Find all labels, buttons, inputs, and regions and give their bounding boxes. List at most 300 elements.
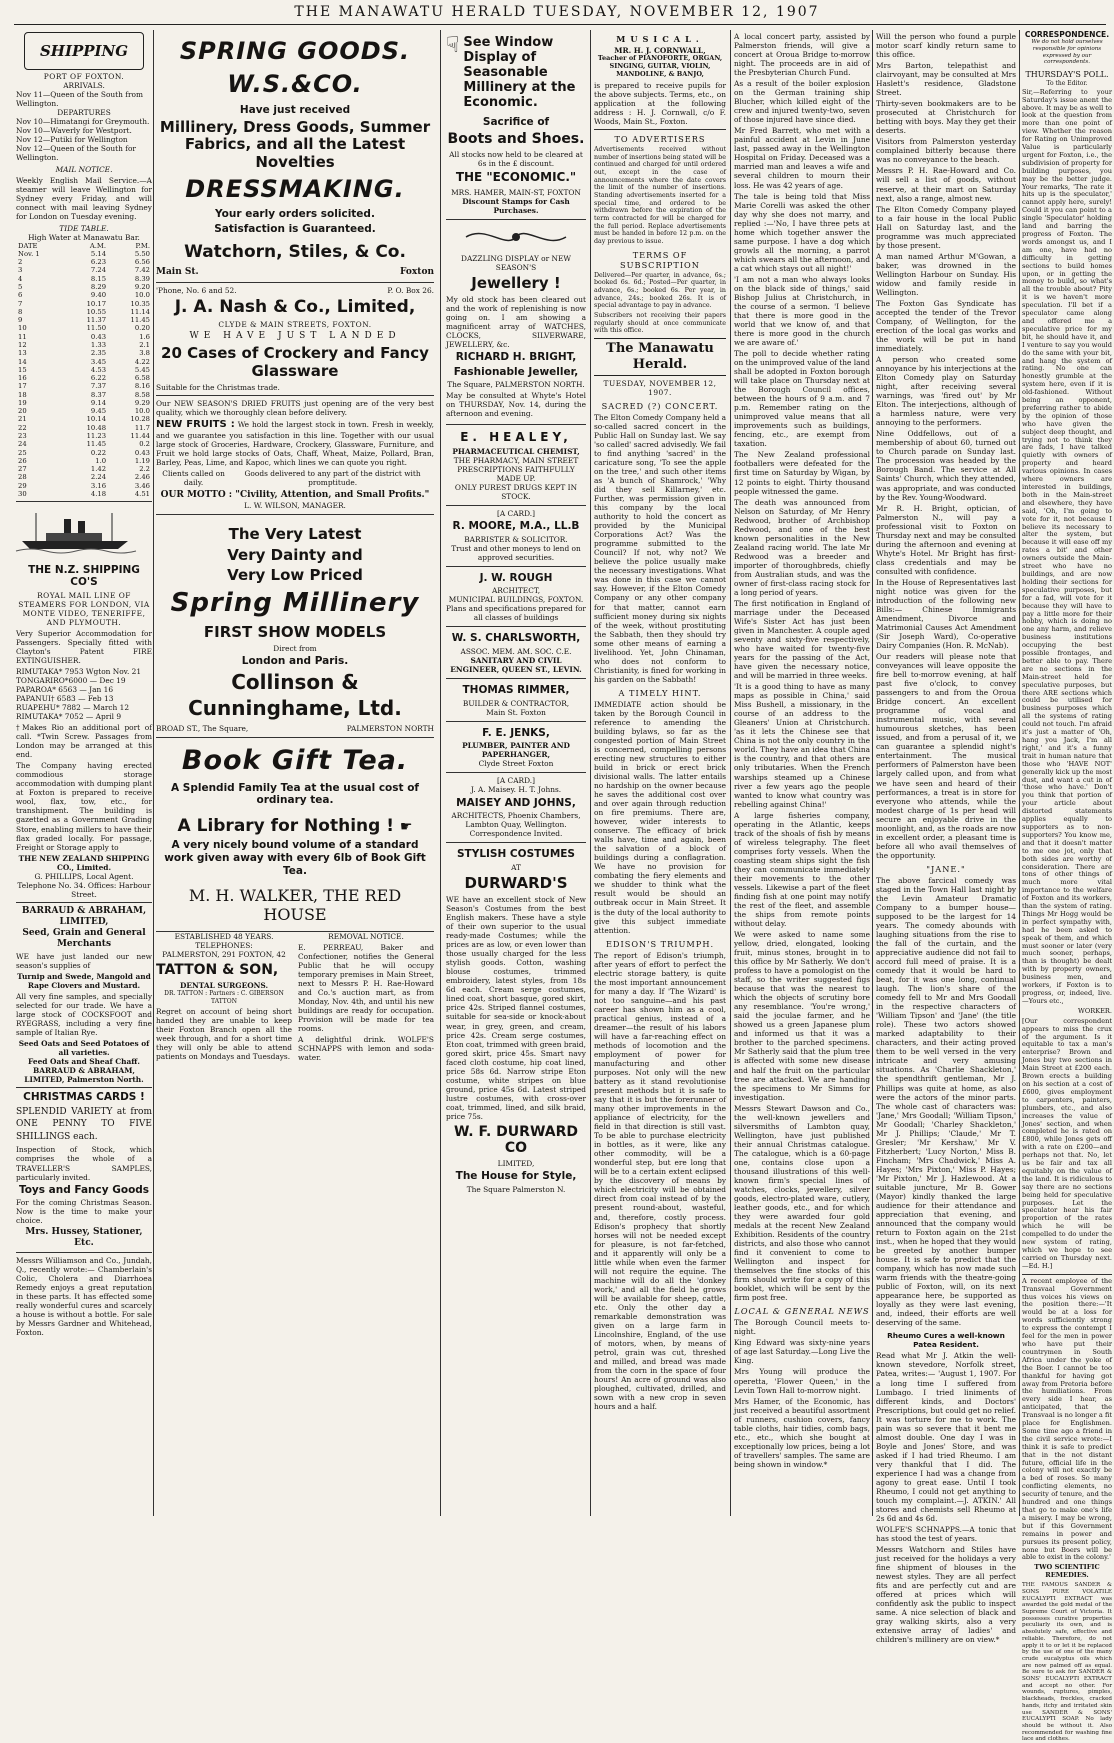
mail-heading: MAIL NOTICE.	[55, 165, 113, 175]
jane-text: The above farcical comedy was staged in the Town Hall last night by the Levin Amateur Dramatic Company to a bumper house—supposed to be the largest for 14 years. The comedy abounds with laughing situations from the rise to the fall of the curtain, and the appreciative audience did not fail to accord full meed of praise. It is a comedy that it would be hard to beat, for it was one long, continual laugh. The lion's share of the comedy fell to Mr and Mrs Goodall in the respective characters of 'William Tipson' and 'Jane' (the title role). These two actors showed marked adaptability to their characters, and their acting proved them to be well versed in the very intricate and very amusing situations. As 'Charlie Shackleton,' the spendthrift gentleman, Mr J. Phillips was quite at home, as also were the actors of the minor parts. The whole cast of characters was: 'Jane,' Mrs Goodall; 'William Tipson,' Mr Goodall; 'Charley Shackleton,' Mr J. Phillips; 'Claude,' Mr T. Gresler; 'Mr Kershaw,' Mr V. Fitzherbert; 'Lucy Norton,' Miss B. Fincham; 'Mrs Chadwick,' Miss A. Hayes; 'Mrs Pixton,' Miss P. Hayes; 'Mr Pixton,' Mr J. Hazlewood. At a suitable juncture, Mr B. Gower (Mayor) kindly thanked the large audience for their attendance and appreciation that evening, and announced that the company would return to Foxton again on the 21st inst., when he hoped that they would be greeted by another bumper house. It is safe to predict that the company, which has now made such warm friends with the theatre-going public of Foxton, will, on its next appearance here, be supported as loyally as they were last evening, and, indeed, their efforts are well deserving of the same.	[876, 875, 1016, 1328]
card-label: [A CARD.]	[496, 508, 536, 518]
healey-name: E. HEALEY,	[460, 430, 572, 445]
rheumo-text: Read what Mr J. Atkin the well-known stevedore, Norfolk street, Patea, writes:— 'August 1, 1907. For a long time I suffered from Lumbago. I tried liniments of different kinds, and Doctors' Prescriptions, but could get no relief. It was torture for me to work. The pain was so severe that it bent me almost double. One day I was in Boyle and Jones' Store, and was asked if I had tried Rheumo. I am very thankful that I did. The experience I had was a change from agony to great ease. Until I took Rheumo, I could not get anything to touch my complaint.—J. ATKIN.' All stores and chemists sell Rheumo at 2s 6d and 4s 6d.	[876, 1351, 1016, 1523]
jenks-addr: Clyde Street Foxton	[478, 759, 554, 769]
tide-cell: 5.14	[90, 249, 107, 258]
news-item: Thirty-seven bookmakers are to be prosecuted at Christchurch for betting with boys. May they get their deserts.	[876, 99, 1016, 136]
library-sub: A very nicely bound volume of a standard work given away with every 6lb of Book Gift Tea.	[164, 839, 426, 877]
tide-row	[16, 407, 152, 415]
watchorn-left: Main St.	[156, 266, 199, 277]
nash-delivery	[156, 469, 434, 487]
bottom-ads-row	[156, 932, 434, 1064]
ws-co-heading: W.S.&CO.	[227, 70, 363, 99]
steamer-item: PAPANUI† 6583 — Feb 13	[16, 694, 114, 704]
news-item: Messrs P. H. Rae-Howard and Co. will sell a list of goods, without reserve, at their mart on Saturday next, also a range, almost new.	[876, 166, 1016, 203]
tide-row	[16, 275, 152, 283]
new-fruits	[156, 419, 434, 467]
hint-text: IMMEDIATE action should be taken by the Borough Council in reference to amending the building bylaws, so far as the congested portion of Main Street is concerned, compelling persons erecting new structures to either build in brick or erect brick divisional walls. The latter entails no hardship on the owner because he saves the additional cost over and over again through reduction on fire premiums. There are, however, wider interests to conserve. The efficacy of brick walls have, time and again, been the salvation of a block of buildings during a conflagration. We have no provision for combating the fiery elements and we shudder to think what the result would be should an outbreak occur in Main Street. It is the duty of the local authority to give this subject immediate attention.	[594, 699, 726, 935]
tide-cell: 17	[18, 382, 27, 391]
watchorn-right: Foxton	[400, 266, 434, 277]
cornwall-name: MR. H. J. CORNWALL,	[614, 46, 706, 55]
correspondence-heading: CORRESPONDENCE.	[1024, 30, 1110, 39]
tide-cell: 10.0	[134, 291, 150, 300]
book-gift-heading: Book Gift Tea.	[181, 744, 409, 776]
tide-cell: 22	[18, 423, 27, 432]
nz-shipping-subheading: ROYAL MAIL LINE OF STEAMERS FOR LONDON, VIA MONTE VIDEO, TENERIFFE, AND PLYMOUTH.	[18, 590, 150, 627]
steamer-item: TONGARIRO*6000 — Dec 19	[16, 676, 126, 685]
nash-motto: OUR MOTTO : "Civility, Attention, and Small Profits."	[160, 490, 430, 501]
steamship-illustration	[16, 509, 136, 555]
boots-note: All stocks now held to be cleared at 6s in the £ discount.	[449, 150, 583, 169]
remedies-text: THE FAMOUS SANDER & SONS PURE VOLATILE EUCALYPTI EXTRACT was awarded the gold medal of the Supreme Court of Victoria. It possesses curative properties peculiarly its own, and is absolutely safe, effective and reliable. Therefore, do not apply it to or let it be replaced by the use of one of the many crude eucalyptus oils which are now palmed off as equal. Be sure to ask for SANDER & SONS' EUCALYPTI EXTRACT and accept no other. For wounds, ruptures, pimples, blackheads, freckles, cracked hands, itchy and irritated skin use SANDER & SONS' EUCALYPTI SOAP. No lady should be without it. Also recommended for washing fine lace and clothes.	[1022, 1582, 1112, 1743]
pointing-hand-icon: ☟	[446, 33, 460, 58]
news-item: The death was announced from Nelson on Saturday, of Mr Henry Redwood, brother of Archbishop Redwood, and one of the best known personalities in the New Zealand racing world. The late Mr Redwood was a breeder and importer of thoroughbreds, chiefly from Australian studs, and was the owner of first-class racing stock for a long period of years.	[734, 497, 870, 597]
tide-cell: 3.16	[90, 481, 107, 490]
advertisers-heading: TO ADVERTISERS	[614, 133, 706, 144]
column-divider	[730, 30, 731, 1516]
news-item: Mrs Barton, telepathist and clairvoyant, may be consulted at Mrs Haslett's residence, Gladstone Street.	[876, 61, 1016, 98]
port-heading: PORT OF FOXTON.	[43, 72, 125, 81]
sacred-heading: SACRED (?) CONCERT.	[601, 400, 719, 411]
tide-cell: 10.14	[86, 415, 107, 424]
walker-heading: M. H. WALKER, THE RED HOUSE	[188, 886, 402, 924]
tide-cell: 1.42	[90, 465, 107, 474]
watchorn-address	[156, 267, 434, 278]
barraud-heading: BARRAUD & ABRAHAM, LIMITED,	[21, 905, 147, 927]
tide-row	[16, 358, 152, 366]
tide-row	[16, 300, 152, 308]
tide-cell: 24	[18, 440, 27, 449]
ws-co-items: Millinery, Dress Goods, Summer Fabrics, and all the Latest Novelties	[159, 118, 431, 171]
tide-cell: 6.56	[134, 258, 150, 267]
toys-text: For the coming Christmas Season. Now is the time to make your choice.	[16, 1198, 152, 1226]
durward-heading: DURWARD'S	[464, 873, 568, 892]
perreau-ad	[298, 932, 434, 1064]
to-editor: To the Editor.	[1046, 79, 1088, 87]
maisey-names: J. A. Maisey. H. T. Johns.	[470, 785, 562, 795]
chamberlain-text: Messrs Williamson and Co., Jundah, Q., recently wrote:— Chamberlain's Colic, Cholera and Diarrhoea Remedy enjoys a great reputation in these parts. It has effected some really wonderful cures and scarcely a house is without a bottle. For sale by Messrs Gardner and Whitehead, Foxton.	[16, 1256, 152, 1338]
pointing-hand-icon: ☛	[399, 818, 413, 835]
tide-cell: 9.40	[90, 291, 107, 300]
news-item: Visitors from Palmerston yesterday complained bitterly because there was no conveyance to the beach.	[876, 137, 1016, 165]
nash-ad	[156, 283, 434, 516]
news-item: As a result of the boiler explosion on the German training ship Blucher, which killed eight of the crew and injured twenty-two, seven of those injured have since died.	[734, 79, 870, 125]
tatton-partners: DR. TATTON : Partners : C. GIBERSON TATTON	[164, 990, 284, 1005]
barraud-sign: BARRAUD & ABRAHAM, LIMITED, Palmerston North.	[24, 1066, 144, 1085]
advertisers-text: Advertisements received without number of insertions being stated will be continued and charged for until ordered out, except in the case of announcements where the date covers the limit of the number of insertions. Standing advertisements inserted for a special time, and ordered to be withdrawn before the expiration of the term contracted for will be charged for the full period. Replace advertisements must be handed in before 12 p.m. on the day previous to issue.	[594, 145, 726, 246]
tide-header-row	[16, 242, 152, 250]
tide-cell: 11	[18, 332, 27, 341]
library-text: A Library for Nothing !	[177, 815, 394, 836]
rimmer-ad	[446, 679, 586, 722]
tide-cell: Nov. 1	[18, 249, 40, 258]
tide-cell: 2.35	[90, 349, 107, 358]
tide-cell: 12	[18, 340, 27, 349]
maisey-name: MAISEY AND JOHNS,	[456, 796, 576, 809]
tide-cell: 30	[18, 490, 27, 498]
barraud-text2: All very fine samples, and specially selected for our trade. We have a large stock of COCKSFOOT and RYEGRASS, including a very fine sample of Italian Rye.	[16, 991, 152, 1037]
subscribers-text: Subscribers not receiving their papers regularly should at once communicate with this office.	[594, 312, 726, 335]
christmas-cards-heading: CHRISTMAS CARDS !	[23, 1091, 145, 1104]
christmas-cards-text2: Inspection of Stock, which comprises the whole of a TRAVELLER'S SAMPLES, particularly invited.	[16, 1145, 152, 1182]
wf-addr: The Square Palmerston N.	[466, 1184, 566, 1194]
rimmer-addr: Main St. Foxton	[486, 707, 546, 717]
editor-reply: [Our correspondent appears to miss the crux of the argument. Is it equitable to tax a man's enterprise? Brown and Jones buy two sections in Main Street at £200 each. Brown erects a building on his section at a cost of £600, gives employment to carpenters, painters, plumbers, etc., and also increases the value of Jones' section, and when completed he is rated on £800, while Jones gets off with a rate on £200—and perhaps not that. No, let us be fair and tax all equitably on the value of the land. It is ridiculous to say there are no sections being held for speculative purposes. Let the speculator hear his fair proportion of the rates which he will be compelled to do under the new system of rating, which we hope to see carried on Thursday next.—Ed. H.]	[1022, 1016, 1112, 1270]
tide-cell: 15	[18, 365, 27, 374]
tide-row	[16, 449, 152, 457]
column-divider	[440, 30, 441, 1516]
healey-presc: PRESCRIPTIONS FAITHFULLY MADE UP.	[457, 464, 575, 483]
column-divider	[590, 30, 591, 1516]
steamer-item: RIMUTAKA* 7953 Wgton Nov. 21	[16, 666, 142, 676]
mail-text: Weekly English Mail Service.—A steamer will leave Wellington for Sydney every Friday, and will connect with mail leaving Sydney for London on Tuesday evening.	[16, 176, 152, 222]
spring-goods-heading: SPRING GOODS.	[179, 37, 411, 65]
tide-cell: 8.37	[90, 390, 107, 399]
barraud-feed: Feed Oats and Sheaf Chaff.	[28, 1056, 140, 1066]
latest-1: The Very Latest	[228, 525, 362, 544]
nz-agent: G. PHILLIPS, Local Agent. Telephone No. 34. Offices: Harbour Street.	[17, 871, 151, 899]
steamer-item: PAPAROA* 6563 — Jan 16	[16, 685, 114, 695]
steamer-item: RIMUTAKA* 7052 — April 9	[16, 712, 122, 722]
tide-cell: 29	[18, 481, 27, 490]
nz-shipping-heading: THE N.Z. SHIPPING CO'S	[28, 563, 140, 589]
new-fruits-text: We hold the largest stock in town. Fresh in weekly, and we guarantee you satisfaction in this line. Together with our usual large stock of Groceries, Hardware, Crockery, Glassware, Furniture, and Fruit we hold large stocks of Oats, Chaff, Wheat, Maize, Pollard, Bran, Barley, Peas, Lime, and Kapoc, which lines we can quote you right.	[156, 420, 434, 468]
tide-cell: 9.45	[90, 407, 107, 416]
london-paris: London and Paris.	[241, 655, 349, 668]
tatton-heading: TATTON & SON,	[156, 962, 279, 979]
tide-row	[16, 424, 152, 432]
tide-cell: 1.0	[95, 456, 107, 465]
stylish-heading: STYLISH COSTUMES	[457, 848, 575, 861]
tide-cell: 2.2	[139, 465, 150, 474]
tide-cell: 8.58	[134, 390, 150, 399]
tatton-tel: PALMERSTON, 291 FOXTON, 42	[162, 950, 286, 960]
tide-col-header: DATE	[18, 241, 38, 250]
tide-cell: 2.46	[134, 473, 150, 482]
local-news-heading: LOCAL & GENERAL NEWS	[734, 1306, 870, 1317]
tide-row	[16, 258, 152, 266]
shipping-column	[16, 30, 152, 1516]
tide-cell: 10.0	[134, 407, 150, 416]
charlsworth-sanitary: SANITARY AND CIVIL ENGINEER, QUEEN ST., LEVIN.	[450, 656, 582, 675]
charlsworth-sub: ASSOC. MEM. AM. SOC. C.E.	[460, 647, 572, 656]
tide-row	[16, 324, 152, 332]
news-item: The Foxton Gas Syndicate has accepted the tender of the Trevor Company, of Wellington, for the erection of the local gas works and the work will be put in hand immediately.	[876, 298, 1016, 354]
tide-cell: 0.2	[139, 440, 150, 449]
departure-item: Nov 10—Waverly for Westport.	[16, 126, 132, 136]
tide-cell: 19	[18, 398, 27, 407]
news-item: 'I am not a man who always looks on the black side of things,' said Bishop Julius at Christchurch, in the course of a sermon. 'I believe that there is more good in the world that we know of, and that there is more good in the church we are aware of.'	[734, 274, 870, 348]
tide-cell: 20	[18, 407, 27, 416]
tide-cell: 11.45	[130, 316, 150, 325]
issue-date: TUESDAY, NOVEMBER 12, 1907.	[603, 378, 717, 397]
rough-ad	[446, 567, 586, 628]
tide-subheading: High Water at Manawatu Bar.	[28, 232, 140, 242]
discount-line: Discount Stamps for Cash Purchases.	[462, 197, 570, 216]
news-item: A large fisheries company, operating in the Atlantic, keeps track of the shoals of fish by means of wireless telegraphy. The fleet comprises forty vessels. When the coasting steam ships sight the fish they can communicate immediately their movements to the other vessels. Likewise a part of the fleet finding fish at one point may notify the rest of the fleet, and assemble the ships from remote points without delay.	[734, 810, 870, 928]
remedies-heading: TWO SCIENTIFIC REMEDIES.	[1034, 1563, 1100, 1580]
tide-cell: 6.58	[134, 374, 150, 383]
tide-cell: 7.24	[90, 266, 107, 275]
tide-cell: 11.23	[86, 432, 107, 441]
tide-cell: 1.6	[139, 332, 150, 341]
perreau-text: E. PERREAU, Baker and Confectioner, notifies the General Public that he will occupy temporary premises in Main Street, next to Messrs P. H. Rae-Howard and Co.'s auction mart, as from Monday, Nov. 4th, and until his new buildings are ready for occupation. Provision will be made for tea rooms.	[298, 943, 434, 1034]
economic-heading: THE "ECONOMIC."	[455, 170, 577, 185]
boots-heading: Boots and Shoes.	[447, 131, 585, 148]
latest-2: Very Dainty and	[227, 545, 363, 564]
tide-heading: TIDE TABLE.	[59, 223, 109, 233]
tatton-ad	[156, 932, 292, 1064]
tide-cell: 0.43	[90, 332, 107, 341]
column-divider	[153, 30, 154, 1516]
collinson-ad	[156, 515, 434, 737]
tide-cell: 18	[18, 390, 27, 399]
tide-cell: 11.44	[130, 432, 150, 441]
jane-heading: "JANE."	[926, 863, 966, 874]
wolfe-text: WOLFE'S SCHNAPPS.—A tonic that has stood the test of years.	[876, 1525, 1016, 1544]
tide-row	[16, 432, 152, 440]
hussey-name: Mrs. Hussey, Stationer, Etc.	[25, 1227, 143, 1249]
durward-text: WE have an excellent stock of New Season's Costumes from the best English makers. These have a style of their own superior to the usual ready-made Costumes; while the prices are as low, or even lower than those usually charged for the less stylish goods. Cotton, washing blouse costumes, trimmed embroidery, latest styles, from 18s 6d each. Cream serge costumes, lined coat, short basque, gored skirt, price 42s. Striped flannel costumes, suitable for sea-side or knock-about wear, in grey, green, and cream, price 42s. Cream serge costumes, Eton coat, trimmed with green braid, gored skirt, price 45s. Smart navy faced cloth costume, hip coat lined, price 58s 6d. Narrow stripe Eton costume, white stripes on blue ground, price 45s 6d. Latest striped lustre costumes, with cross-over coat, trimmed, lined, and silk braid, price 75s.	[446, 895, 586, 1121]
tide-cell: 10	[18, 324, 27, 333]
tide-cell: 13	[18, 349, 27, 358]
news-column-2	[876, 30, 1016, 1645]
ornament-icon	[456, 223, 576, 251]
tide-cell: 3.45	[90, 357, 107, 366]
tide-cell: 2.1	[139, 340, 150, 349]
moore-barrister: BARRISTER & SOLICITOR.	[464, 534, 568, 544]
tide-cell: 5	[18, 282, 23, 291]
nash-box: P. O. Box 26.	[387, 285, 434, 295]
nz-company-name: THE NEW ZEALAND SHIPPING CO., Limited.	[18, 853, 150, 872]
moore-name: R. MOORE, M.A., LL.B	[452, 520, 580, 532]
column-divider	[1019, 30, 1020, 1516]
tide-cell: 10.28	[130, 415, 150, 424]
news-item: The first notification in England of marriage under the Deceased Wife's Sister Act has just been given in Manchester. A couple aged seventy and sixty-five respectively, who have waited for twenty-five years for the passing of the Act, have given the necessary notice, and will be married in three weeks.	[734, 598, 870, 681]
news-item: The New Zealand professional footballers were defeated for the first time on Saturday by Wigan, by 12 points to eight. Thirty thousand people witnessed the game.	[734, 450, 870, 496]
tide-cell: 2	[18, 258, 23, 267]
christmas-cards-text: SPLENDID VARIETY at from ONE PENNY TO FIVE SHILLINGS each.	[16, 1106, 152, 1142]
arrivals-heading: ARRIVALS.	[63, 81, 105, 91]
local-item: Mrs Hamer, of the Economic, has just received a beautiful assortment of runners, cushion covers, fancy table cloths, hair tidies, comb bags, etc., etc., which she bought at exceptionally low prices, being a lot of travellers' samples. The same are being shown in window.*	[734, 1396, 870, 1469]
tide-cell: 9.20	[134, 282, 150, 291]
tide-row	[16, 440, 152, 448]
departures-heading: DEPARTURES	[57, 108, 111, 118]
cornwall-text: is prepared to receive pupils for the above subjects. Terms, etc., on application at the following address : H. J. Cornwall, c/o F. Woods, Main St., Foxton.	[594, 80, 726, 126]
news-column	[734, 30, 870, 1516]
masthead-title: THE MANAWATU HERALD TUESDAY, NOVEMBER 12, 1907	[294, 4, 820, 20]
news-item: Will the person who found a purple motor scarf kindly return same to this office.	[876, 32, 1016, 60]
nash-suitable: Suitable for the Christmas trade.	[156, 382, 280, 392]
cornwall-sub: Teacher of PIANOFORTE, ORGAN, SINGING, GUITAR, VIOLIN, MANDOLINE, & BANJO,	[597, 54, 723, 78]
tide-row	[16, 374, 152, 382]
tide-cell: 9.29	[134, 398, 150, 407]
nash-contacts	[156, 286, 434, 295]
dressmaking-sub2: Satisfaction is Guaranteed.	[214, 222, 376, 235]
rough-addr: MUNICIPAL BUILDINGS, FOXTON.	[448, 595, 584, 605]
tide-cell: 11.14	[130, 307, 150, 316]
tide-cell: 11.50	[86, 324, 107, 333]
moore-ad	[446, 506, 586, 567]
tatton-tel-head: TELEPHONES:	[195, 941, 253, 951]
first-show: FIRST SHOW MODELS	[203, 622, 387, 641]
rough-text: Plans and specifications prepared for all classes of buildings	[446, 604, 586, 623]
wf-durward: W. F. DURWARD CO	[453, 1123, 578, 1156]
see-window-text: See Window Display of Seasonable Millinery at the Economic.	[463, 35, 576, 110]
news-item: We were asked to name some yellow, dried, elongated, looking fruit, minus stones, brought in to this office by Mr Satherly. We don't profess to have a pomologist on the staff, so the writer suggested figs because that was the nearest to which the objects of scrutiny bore any resemblance. 'You're wrong,' said the joculae farmer, and he showed us a green Japanese plum and informed us that it was a brother to the parched specimens. Mr Satherly said that the plum tree is affected with some new disease and half the fruit on the particular tree are attacked. We are handing the specimens to Mr Simms for investigation.	[734, 930, 870, 1102]
economic-top	[446, 33, 586, 114]
news-item: Mr R. H. Bright, optician, of Palmerston N., will pay a professional visit to Foxton on Thursday next and may be consulted during the afternoon and evening at Whyte's Hotel. Mr Bright has first-class credentials and may be consulted with confidence.	[876, 503, 1016, 576]
healey-ad	[446, 425, 586, 506]
news-item: Nine Oddfellows, out of a membership of about 60, turned out to Church parade on Sunday last. The procession was headed by the Borough Band. The service at All Saints' Church, which they attended, was appropriate, and was conducted by the Rev. Young-Woodward.	[876, 429, 1016, 502]
tide-cell: 9.14	[90, 398, 107, 407]
local-item: The Borough Council meets to-night.	[734, 1318, 870, 1337]
collinson-palm: PALMERSTON NORTH	[346, 723, 434, 733]
bright-fashion: Fashionable Jeweller,	[453, 365, 579, 378]
tide-cell: 8.15	[90, 274, 107, 283]
rheumo-heading: Rheumo Cures a well-known Patea Resident.	[887, 1331, 1005, 1350]
edison-heading: EDISON'S TRIUMPH.	[605, 938, 715, 949]
tide-cell: 8	[18, 307, 23, 316]
hint-heading: A TIMELY HINT.	[618, 687, 702, 698]
collinson-broad: BROAD ST., The Square,	[156, 723, 249, 733]
tide-cell: 3	[18, 266, 23, 275]
healey-pharmacy: THE PHARMACY, MAIN STREET	[453, 455, 579, 465]
tide-cell: 6.23	[90, 258, 107, 267]
local-item: King Edward was sixty-nine years of age last Saturday.—Long Live the King.	[734, 1338, 870, 1366]
departure-item: Nov 12—Queen of the South for Wellington.	[16, 144, 136, 163]
news-item: A local concert party, assisted by Palmerston friends, will give a concert at Oroua Bridge to-morrow night. The proceeds are in aid of the Presbyterian Church Fund.	[734, 32, 870, 78]
tide-cell: 27	[18, 465, 27, 474]
news-item: Messrs Stewart Dawson and Co., the well-known jewellers and silversmiths of Lambton quay, Wellington, have just published their annual Christmas catalogue. The catalogue, which is a 60-page one, contains close upon a thousand illustrations of this well-known firm's special lines of watches, clocks, jewellery, silver goods, electro-plated ware, cutlery, leather goods, etc., and for which they were awarded four gold medals at the recent New Zealand Exhibition. Residents of the country districts, and also those who cannot find it convenient to come to Wellington and inspect for themselves the fine stocks of this firm should write for a copy of this booklet, which will be sent by the firm post free.	[734, 1103, 870, 1303]
tide-row	[16, 465, 152, 473]
news-item: In the House of Representatives last night notice was given for the introduction of the following new Bills:— Chinese Immigrants Amendment, Divorce and Matrimonial Causes Act Amendment (Sir Joseph Ward), Co-operative Dairy Companies (Hon. R. McNab).	[876, 577, 1016, 651]
tide-row	[16, 283, 152, 291]
poll-heading: THURSDAY'S POLL.	[1025, 69, 1109, 79]
jenks-ad	[446, 722, 586, 774]
rough-architect: ARCHITECT,	[491, 586, 541, 596]
dazzling-text: DAZZLING DISPLAY or NEW SEASON'S	[461, 253, 571, 272]
news-item: 'It is a good thing to have as many maps as possible in China,' said Miss Bushell, a missionary, in the course of an address to the Gleaners' Union at Christchurch. 'as it lets the Chinese see that China is not the only country in the world. They have an idea that China is the country, and that others are only tributaries. When the French warships steamed up a Chinese river a few years ago the people wanted to know what country was rebelling against China!'	[734, 682, 870, 809]
correspondence-disclaimer: We do not hold ourselves responsible for opinions expressed by our correspondents.	[1031, 39, 1103, 66]
nash-heading: J. A. Nash & Co., Limited,	[174, 296, 416, 317]
tatton-text: Regret on account of being short handed they are unable to keep their Foxton Branch open all the week through, and for a short time they will only be able to attend patients on Mondays and Tuesdays.	[156, 1006, 292, 1061]
tide-cell: 23	[18, 432, 27, 441]
collinson-name: Collinson &	[231, 669, 359, 694]
editorial-column	[594, 30, 726, 1516]
library-heading	[156, 817, 434, 837]
steamer-note: †Makes Rio an additional port of call. *Twin Screw. Passages from London may be arranged at this end.	[16, 723, 152, 760]
direct-from: Direct from	[273, 644, 317, 654]
letter-signature: WORKER.	[1078, 1006, 1112, 1015]
jenks-plumber: PLUMBER, PAINTER AND PAPERHANGER,	[462, 741, 570, 760]
spring-millinery: Spring Millinery	[170, 588, 420, 619]
charlsworth-ad	[446, 627, 586, 679]
nash-dried: Our NEW SEASON'S DRIED FRUITS just opening are of the very best quality, which we thoroughly clean before delivery.	[156, 398, 434, 417]
economic-ad	[446, 30, 586, 220]
tide-cell: 11.37	[86, 316, 107, 325]
local-item: Mrs Young will produce the operetta, 'Flower Queen,' in the Levin Town Hall to-morrow night.	[734, 1367, 870, 1395]
tide-cell: 4.53	[90, 365, 107, 374]
tatton-estab: ESTABLISHED 48 YEARS.	[174, 932, 274, 941]
tide-row	[16, 473, 152, 481]
correspondence-column	[1022, 30, 1112, 1743]
dressmaking-sub1: Your early orders solicited.	[215, 208, 375, 221]
tide-cell: 21	[18, 415, 27, 424]
tide-cell: 4.22	[134, 357, 150, 366]
book-gift-sub: A Splendid Family Tea at the usual cost of ordinary tea.	[171, 781, 419, 807]
healey-pharm: PHARMACEUTICAL CHEMIST,	[452, 446, 580, 456]
sacrifice-text: Sacrifice of	[482, 115, 550, 128]
tide-cell: 3.8	[139, 349, 150, 358]
bright-ad	[446, 220, 586, 425]
tide-row	[16, 291, 152, 299]
tatton-dental: DENTAL SURGEONS.	[179, 981, 269, 991]
tide-row	[16, 457, 152, 465]
bright-text: May be consulted at Whyte's Hotel on THURSDAY, Nov. 14, during the afternoon and evening.	[446, 391, 586, 419]
tide-cell: 0.22	[90, 448, 107, 457]
sacred-text: The Elton Comedy Company held a so-called sacred concert in the Public Hall on Sunday last. We say 'so called' sacred advisedly. We fail to find anything 'sacred' in the caricature song, 'To see the apple on the tree,' and such other items as 'A bunch of Shamrock,' 'Why did they sell Killarney,' etc. Further, was permission given in this company by the local authority to hold the concert as provided by the Municipal Corporations Act? Was the programme submitted to the Council? If not, why not? We believe the police usually make the necessary investigations. What was done in this case we cannot say. However, if the Elton Comedy Company or any other company for that matter, cannot earn sufficient money during six nights of the week, without prostituting the Sabbath, then they should try some other means of earning a livelihood. Yet, John Chinaman, who does not conform to Christianity, is fined for working in his garden on the Sabbath!	[594, 412, 726, 684]
nash-phone: 'Phone, No. 6 and 52.	[156, 285, 237, 295]
tide-row	[16, 341, 152, 349]
tide-cell: 4	[18, 274, 23, 283]
tide-cell: 14	[18, 357, 27, 366]
watchorn-heading: Watchorn, Stiles, & Co.	[184, 242, 406, 263]
tide-row	[16, 399, 152, 407]
tide-cell: 1.33	[90, 340, 107, 349]
tide-cell: 10.35	[130, 299, 150, 308]
bright-square: The Square, PALMERSTON NORTH.	[447, 380, 585, 390]
tide-cell: 4.51	[134, 490, 150, 498]
card-label: [A CARD.]	[496, 776, 536, 786]
tide-cell: 8.39	[134, 274, 150, 283]
bright-name: RICHARD H. BRIGHT,	[455, 351, 577, 364]
barraud-text: WE have just landed our new season's supplies of	[16, 951, 152, 970]
terms-heading: TERMS OF SUBSCRIPTION	[620, 249, 700, 270]
tide-cell: 7	[18, 299, 23, 308]
charlsworth-name: W. S. CHARLSWORTH,	[451, 632, 581, 645]
news-item: The Elton Comedy Company played to a fair house in the local Public Hall on Saturday last, and the programme was much appreciated by those present.	[876, 204, 1016, 250]
new-fruits-label: NEW FRUITS :	[156, 419, 235, 431]
tide-cell: 26	[18, 456, 27, 465]
shipping-logo	[24, 32, 144, 70]
tide-row	[16, 482, 152, 490]
watchorn-text: Messrs Watchorn and Stiles have just received for the holidays a very fine shipment of blouses in the newest styles. They are all perfect fits and are perfectly cut and are offered at prices which will confidently ask the public to inspect same. A nice selection of black and gray walking skirts, also a very extensive array of ladies' and children's millinery are on view.*	[876, 1545, 1016, 1645]
collinson-address	[156, 724, 434, 733]
tide-cell: 10.55	[86, 307, 107, 316]
economic-column	[446, 30, 586, 1516]
tide-cell: 0.43	[134, 448, 150, 457]
tide-cell: 5.45	[134, 365, 150, 374]
at-text: AT	[511, 862, 521, 872]
tide-cell: 8.16	[134, 382, 150, 391]
ws-co-ad	[156, 30, 434, 283]
nash-sub: CLYDE & MAIN STREETS, FOXTON.	[218, 320, 372, 330]
nash-clients: Clients called on daily.	[162, 469, 225, 488]
house-for-style: The House for Style,	[455, 1170, 577, 1183]
news-item: The poll to decide whether rating on the unimproved value of the land shall be adopted in Foxton borough will take place on Thursday next at the Borough Council offices, between the hours of 9 a.m. and 7 p.m. Remember rating on the unimproved value means that all improvements such as buildings, fencing, etc., are exempt from taxation.	[734, 349, 870, 449]
tide-row	[16, 415, 152, 423]
news-item: Our readers will please note that conveyances will leave opposite the fire bell to-morrow evening, at half past five o'clock, to convey passengers to and from the Oroua Bridge concert. An excellent programme of vocal and instrumental music, with several humourous sketches, has been issued, and from a perusal of it, we can guarantee a splendid night's entertainment. The musical performers of Palmerston have been largely called upon, and from what we have seen and heard of their performances, a treat is in store for everyone who attends, while the modest charge of 1s per head will secure an enjoyable drive in the moonlight, and, as the roads are now in excellent order, a pleasant time is before all who avail themselves of the opportunity.	[876, 652, 1016, 860]
tide-cell: 7.42	[134, 266, 150, 275]
jewellery-text: My old stock has been cleared out and the work of replenishing is now going on. I am showing a magnificent array of WATCHES, CLOCKS, SILVERWARE, JEWELLERY, &c.	[446, 294, 586, 350]
tide-col-header: A.M.	[89, 241, 107, 250]
nz-company-text: The Company having erected commodious storage accommodation with dumping plant at Foxton is prepared to receive wool, flax, tow, etc., for transhipment. The building is gazetted as a Government Grading Store, enabling millers to have their flax graded locally. For passage, Freight or Storage apply to	[16, 761, 152, 852]
moore-text: Trust and other moneys to lend on approved securities.	[451, 543, 581, 562]
tide-cell: 7.37	[90, 382, 107, 391]
tide-cell: 8.29	[90, 282, 107, 291]
tide-cell: 11.45	[86, 440, 107, 449]
